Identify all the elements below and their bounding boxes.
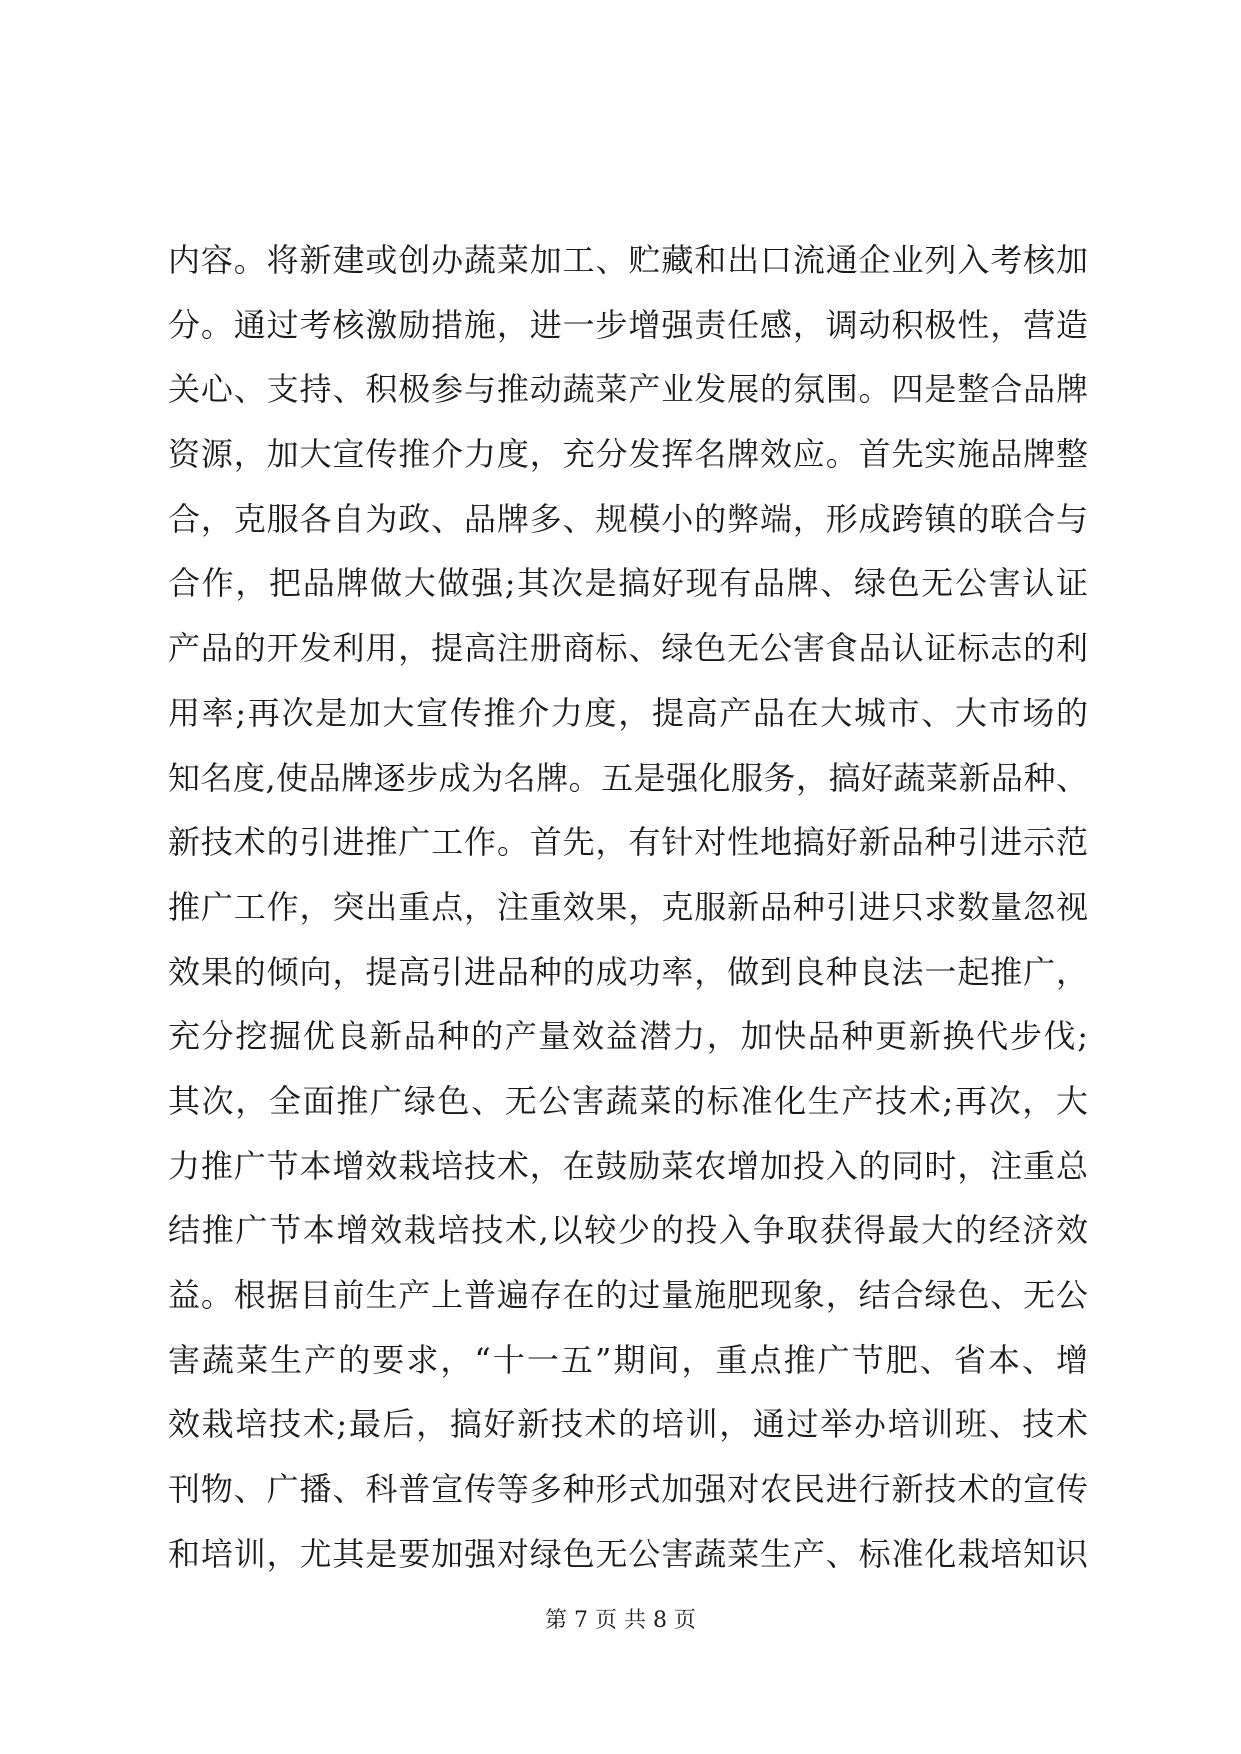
text-line: 内容。将新建或创办蔬菜加工、贮藏和出口流通企业列入考核加 — [168, 241, 1088, 279]
text-line: 结推广节本增效栽培技术,以较少的投入争取获得最大的经济效 — [168, 1211, 1088, 1250]
text-line: 新技术的引进推广工作。首先，有针对性地搞好新品种引进示范 — [168, 823, 1088, 862]
text-line: 分。通过考核激励措施，进一步增强责任感，调动积极性，营造 — [168, 305, 1088, 344]
text-line: 关心、支持、积极参与推动蔬菜产业发展的氛围。四是整合品牌 — [168, 370, 1088, 409]
text-line: 合作，把品牌做大做强;其次是搞好现有品牌、绿色无公害认证 — [168, 564, 1088, 603]
text-line: 产品的开发利用，提高注册商标、绿色无公害食品认证标志的利 — [168, 629, 1088, 668]
text-line: 推广工作，突出重点，注重效果，克服新品种引进只求数量忽视 — [168, 887, 1088, 926]
text-line: 益。根据目前生产上普遍存在的过量施肥现象，结合绿色、无公 — [168, 1276, 1088, 1314]
text-line: 力推广节本增效栽培技术，在鼓励菜农增加投入的同时，注重总 — [168, 1146, 1088, 1185]
text-line: 知名度,使品牌逐步成为名牌。五是强化服务，搞好蔬菜新品种、 — [168, 758, 1088, 797]
text-line: 害蔬菜生产的要求，“十一五”期间，重点推广节肥、省本、增 — [168, 1340, 1088, 1379]
text-line: 和培训，尤其是要加强对绿色无公害蔬菜生产、标准化栽培知识 — [168, 1534, 1088, 1573]
text-line: 用率;再次是加大宣传推介力度，提高产品在大城市、大市场的 — [168, 693, 1088, 732]
text-line: 充分挖掘优良新品种的产量效益潜力，加快品种更新换代步伐; — [168, 1017, 1088, 1056]
text-line: 效果的倾向，提高引进品种的成功率，做到良种良法一起推广， — [168, 952, 1088, 991]
text-line: 刊物、广播、科普宣传等多种形式加强对农民进行新技术的宣传 — [168, 1470, 1088, 1509]
body-text — [168, 228, 1088, 1586]
text-line: 资源，加大宣传推介力度，充分发挥名牌效应。首先实施品牌整 — [168, 435, 1088, 474]
text-line: 合，克服各自为政、品牌多、规模小的弊端，形成跨镇的联合与 — [168, 499, 1088, 538]
text-line: 其次，全面推广绿色、无公害蔬菜的标准化生产技术;再次，大 — [168, 1081, 1088, 1120]
page-number-footer: 第 7 页 共 8 页 — [545, 1608, 696, 1633]
text-line: 效栽培技术;最后，搞好新技术的培训，通过举办培训班、技术 — [168, 1405, 1088, 1444]
